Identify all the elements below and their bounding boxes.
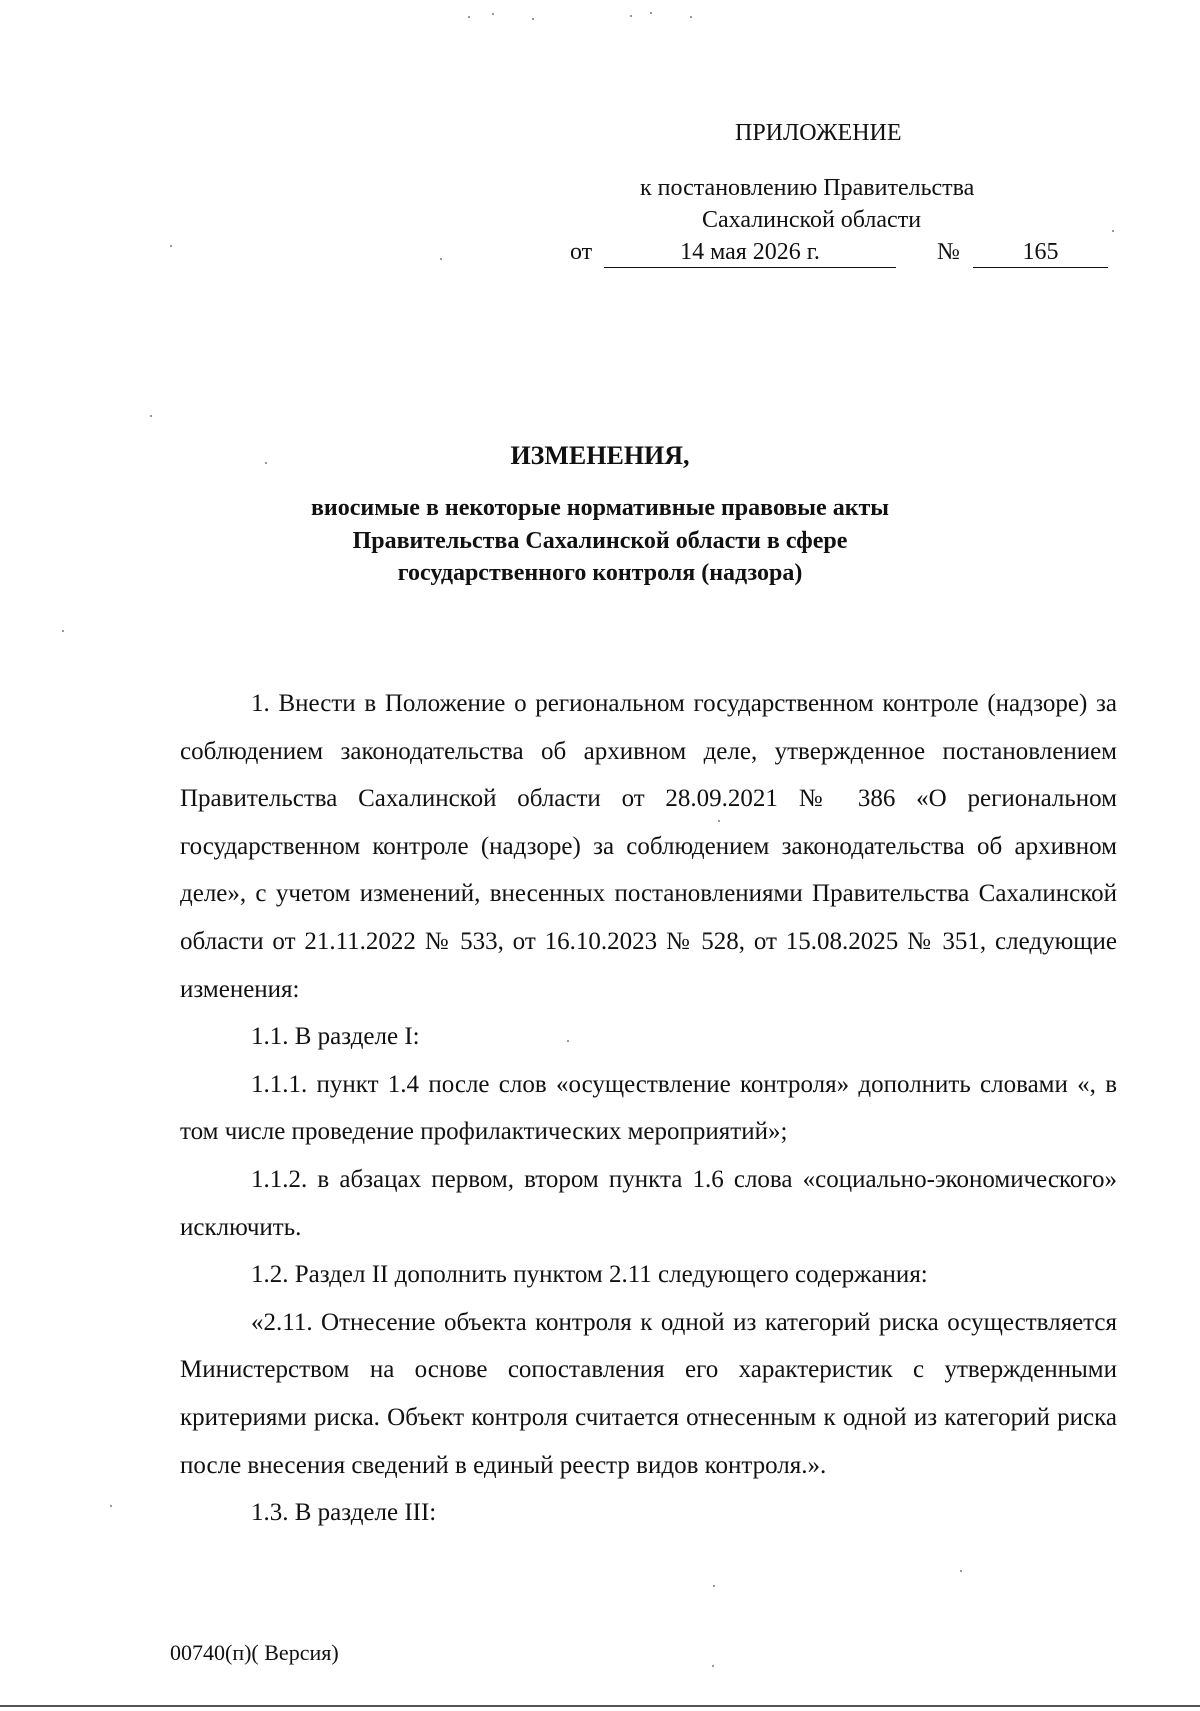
scan-speck bbox=[532, 18, 534, 20]
appendix-title: ПРИЛОЖЕНИЕ bbox=[735, 120, 902, 146]
scan-speck bbox=[468, 16, 470, 18]
scan-speck bbox=[713, 1585, 715, 1587]
appendix-line-2: Сахалинской области bbox=[702, 207, 922, 233]
document-heading: ИЗМЕНЕНИЯ, bbox=[510, 441, 690, 470]
document-code: 00740(п)( Версия) bbox=[170, 1640, 339, 1665]
subheading-line: Правительства Сахалинской области в сфере bbox=[352, 527, 848, 554]
scan-speck bbox=[960, 1570, 962, 1572]
scan-speck bbox=[650, 12, 652, 14]
scan-speck bbox=[1112, 230, 1114, 232]
paragraph-1: 1. Внести в Положение о региональном государственном контроле (надзоре) за соблюдением законодательства об архивном деле, утвержденное постановлением Правительства Сахалинской области от 28.09.2021 № 386 «О региональном государственном контроле (надзоре) за соблюдением законодательства об архивном деле», с учетом изменений, внесенных постановлениями Правительства Сахалинской области от 21.11.2022 № 533, от 16.10.2023 № 528, от 15.08.2025 № 351, следующие изменения: bbox=[180, 690, 1117, 1003]
paragraph-1-3: 1.3. В разделе III: bbox=[251, 1499, 437, 1527]
paragraph-1-1-2: 1.1.2. в абзацах первом, втором пункта 1.6 слова «социально-экономического» исключить. bbox=[180, 1165, 1117, 1241]
scan-speck bbox=[630, 15, 632, 17]
document-subheading bbox=[180, 492, 1020, 590]
paragraph-2-11-quote: «2.11. Отнесение объекта контроля к одной из категорий риска осуществляется Министерством на основе сопоставления его характеристик с утвержденными критериями риска. Объект контроля считается отнесенным к одной из категорий риска после внесения сведений в единый реестр видов контроля.». bbox=[180, 1308, 1117, 1479]
scan-speck bbox=[712, 1665, 714, 1667]
scan-speck bbox=[492, 13, 494, 15]
resolution-number: 165 bbox=[973, 237, 1108, 268]
appendix-date-number-row bbox=[560, 237, 1120, 271]
paragraph-1-1: 1.1. В разделе I: bbox=[251, 1023, 420, 1051]
subheading-line: виосимые в некоторые нормативные правовые акты bbox=[310, 495, 890, 521]
number-sign: № bbox=[937, 239, 960, 265]
paragraph-1-1-1: 1.1.1. пункт 1.4 после слов «осуществление контроля» дополнить словами «, в том числе проведение профилактических мероприятий»; bbox=[180, 1070, 1117, 1146]
from-label: от bbox=[570, 239, 593, 265]
page-bottom-edge bbox=[0, 1705, 1200, 1707]
document-body bbox=[180, 680, 1117, 1537]
scan-speck bbox=[170, 245, 172, 247]
scan-speck bbox=[110, 1505, 112, 1507]
paragraph-1-2: 1.2. Раздел II дополнить пунктом 2.11 следующего содержания: bbox=[251, 1261, 928, 1289]
resolution-date: 14 мая 2026 г. bbox=[604, 237, 896, 268]
subheading-line: государственного контроля (надзора) bbox=[397, 560, 803, 586]
scan-speck bbox=[690, 16, 692, 18]
scan-speck bbox=[150, 415, 152, 417]
scan-speck bbox=[440, 258, 442, 260]
appendix-line-1: к постановлению Правительства bbox=[640, 175, 975, 201]
scan-speck bbox=[62, 630, 64, 632]
